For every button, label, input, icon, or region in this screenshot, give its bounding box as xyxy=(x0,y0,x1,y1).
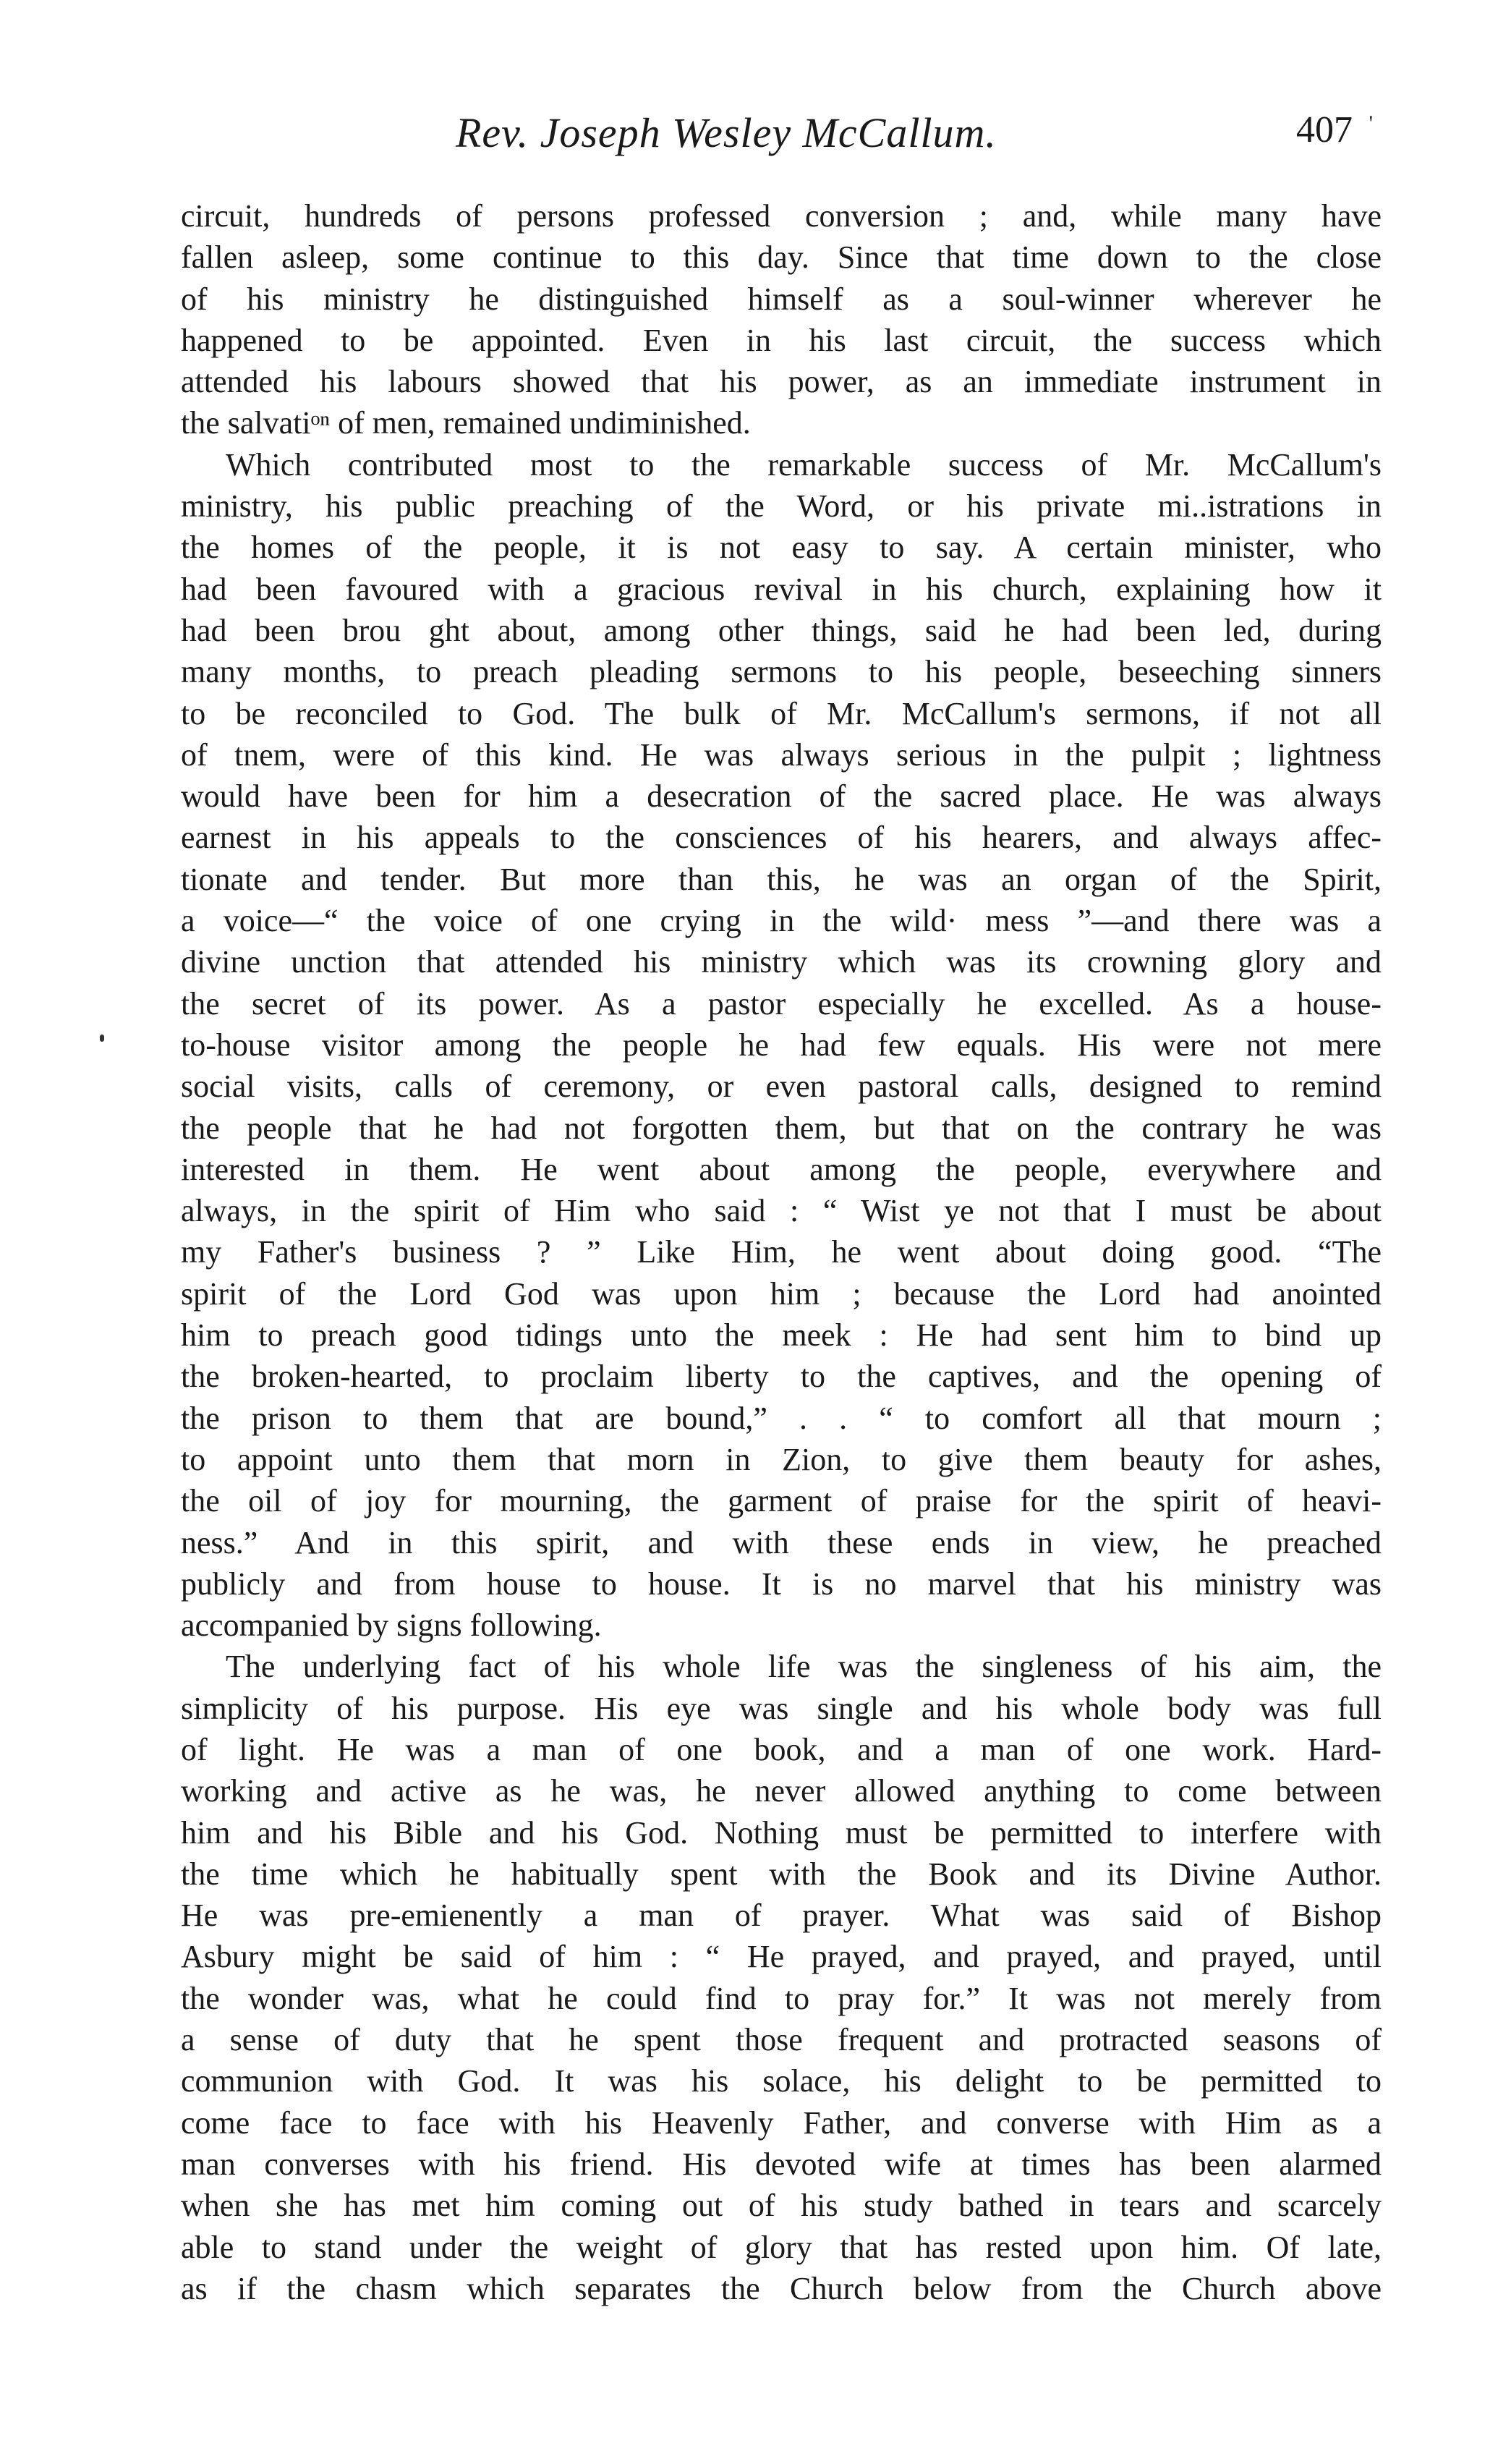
text-line: had been favoured with a gracious revival in his church, explaining how it xyxy=(181,571,1382,607)
text-line: the homes of the people, it is not easy to say. A certain minister, who xyxy=(181,530,1382,566)
text-line: come face to face with his Heavenly Father, and converse with Him as a xyxy=(181,2104,1382,2141)
text-line: had been brou ght about, among other things, said he had been led, during xyxy=(181,612,1382,648)
text-line: the people that he had not forgotten them, but that on the contrary he was xyxy=(181,1110,1382,1146)
text-line: to be reconciled to God. The bulk of Mr. McCallum's sermons, if not all xyxy=(181,695,1382,731)
text-line: him and his Bible and his God. Nothing must be permitted to interfere with xyxy=(181,1814,1382,1851)
text-line: man converses with his friend. His devoted wife at times has been alarmed xyxy=(181,2146,1382,2182)
text-line: simplicity of his purpose. His eye was single and his whole body was full xyxy=(181,1690,1382,1726)
text-line: to appoint unto them that morn in Zion, to give them beauty for ashes, xyxy=(181,1441,1382,1477)
text-line: circuit, hundreds of persons professed conversion ; and, while many have xyxy=(181,198,1382,234)
text-line: The underlying fact of his whole life was the singleness of his aim, the xyxy=(226,1649,1382,1685)
text-line: happened to be appointed. Even in his last circuit, the success which xyxy=(181,322,1382,358)
text-line: of his ministry he distinguished himself as a soul-winner wherever he xyxy=(181,281,1382,317)
text-line: to-house visitor among the people he had few equals. His were not mere xyxy=(181,1027,1382,1063)
text-line: as if the chasm which separates the Church below from the Church above xyxy=(181,2270,1382,2306)
text-line: attended his labours showed that his power, as an immediate instrument in xyxy=(181,364,1382,400)
text-line: Which contributed most to the remarkable success of Mr. McCallum's xyxy=(226,446,1382,483)
text-line: the broken-hearted, to proclaim liberty to the captives, and the opening of xyxy=(181,1359,1382,1395)
text-line: a voice—“ the voice of one crying in the wild· mess ”—and there was a xyxy=(181,903,1382,939)
text-line: a sense of duty that he spent those frequent and protracted seasons of xyxy=(181,2022,1382,2058)
text-line: working and active as he was, he never allowed anything to come between xyxy=(181,1773,1382,1809)
text-line: ministry, his public preaching of the Word, or his private mi..istrations in xyxy=(181,488,1382,524)
text-line: tionate and tender. But more than this, he was an organ of the Spirit, xyxy=(181,861,1382,897)
text-line: my Father's business ? ” Like Him, he went about doing good. “The xyxy=(181,1234,1382,1270)
text-line: accompanied by signs following. xyxy=(181,1607,602,1644)
body-text xyxy=(181,195,1382,2309)
text-line: when she has met him coming out of his study bathed in tears and scarcely xyxy=(181,2188,1382,2224)
text-line: divine unction that attended his ministry which was its crowning glory and xyxy=(181,944,1382,980)
text-line: always, in the spirit of Him who said : “ Wist ye not that I must be about xyxy=(181,1193,1382,1229)
text-line: publicly and from house to house. It is no marvel that his ministry was xyxy=(181,1566,1382,1602)
text-line: the salvatiᵒⁿ of men, remained undiminished. xyxy=(181,405,751,441)
text-line: ness.” And in this spirit, and with these ends in view, he preached xyxy=(181,1524,1382,1560)
page-header xyxy=(181,109,1410,174)
text-line: interested in them. He went about among the people, everywhere and xyxy=(181,1151,1382,1187)
margin-mark: ' xyxy=(1369,111,1373,135)
text-line: He was pre-emienently a man of prayer. What was said of Bishop xyxy=(181,1898,1382,1934)
text-line: able to stand under the weight of glory that has rested upon him. Of late, xyxy=(181,2229,1382,2265)
text-line: of light. He was a man of one book, and a man of one work. Hard- xyxy=(181,1731,1382,1767)
text-line: spirit of the Lord God was upon him ; because the Lord had anointed xyxy=(181,1275,1382,1312)
text-line: would have been for him a desecration of the sacred place. He was always xyxy=(181,778,1382,815)
text-line: him to preach good tidings unto the meek : He had sent him to bind up xyxy=(181,1317,1382,1354)
text-line: the time which he habitually spent with the Book and its Divine Author. xyxy=(181,1856,1382,1892)
text-line: communion with God. It was his solace, his delight to be permitted to xyxy=(181,2063,1382,2099)
text-line: earnest in his appeals to the consciences of his hearers, and always affec- xyxy=(181,820,1382,856)
text-line: Asbury might be said of him : “ He prayed, and prayed, and prayed, until xyxy=(181,1939,1382,1975)
running-title: Rev. Joseph Wesley McCallum. xyxy=(456,109,997,156)
text-line: the oil of joy for mourning, the garment of praise for the spirit of heavi- xyxy=(181,1483,1382,1519)
text-line: social visits, calls of ceremony, or even pastoral calls, designed to remind xyxy=(181,1069,1382,1105)
text-line: fallen asleep, some continue to this day. Since that time down to the close xyxy=(181,239,1382,276)
page-number: 407 xyxy=(1296,109,1353,150)
text-line: many months, to preach pleading sermons to his people, beseeching sinners xyxy=(181,654,1382,690)
text-line: the wonder was, what he could find to pray for.” It was not merely from xyxy=(181,1980,1382,2016)
text-line: the secret of its power. As a pastor especially he excelled. As a house- xyxy=(181,985,1382,1021)
text-line: of tnem, were of this kind. He was always serious in the pulpit ; lightness xyxy=(181,736,1382,773)
margin-dot xyxy=(100,1035,104,1042)
text-line: the prison to them that are bound,” . . “ to comfort all that mourn ; xyxy=(181,1400,1382,1436)
